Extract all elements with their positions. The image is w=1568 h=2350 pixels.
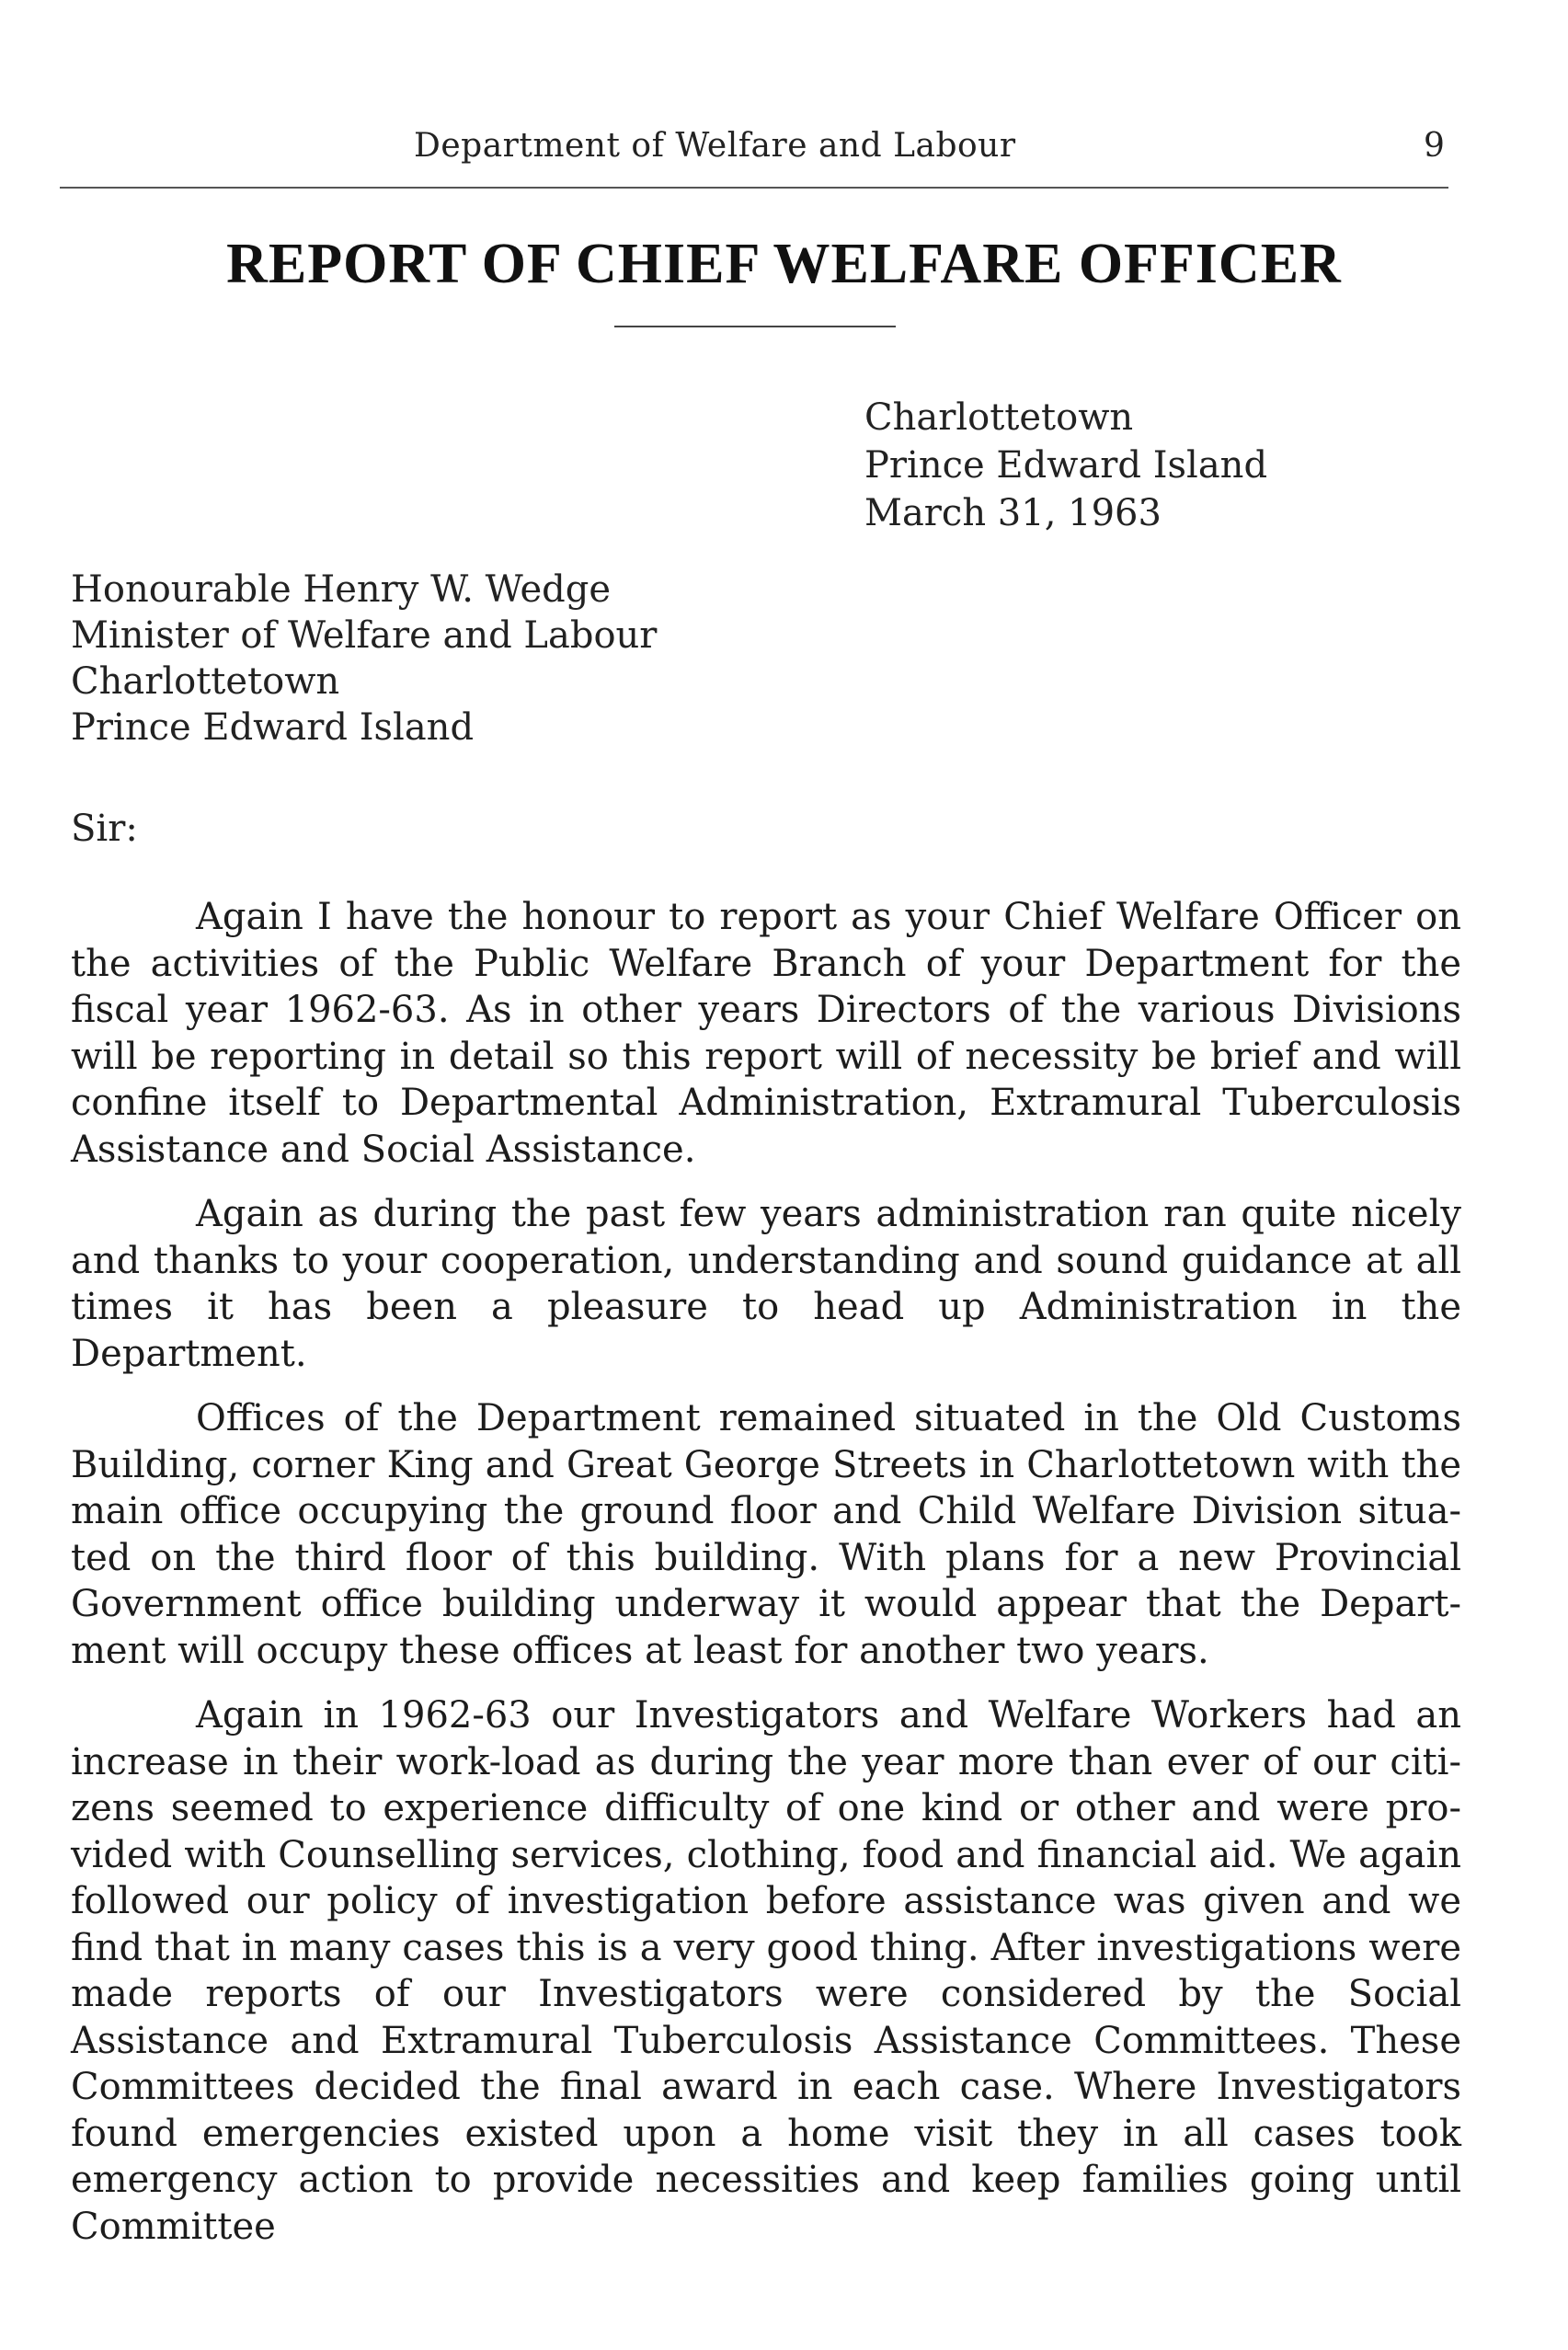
running-title: Department of Welfare and Labour (414, 127, 1016, 165)
recipient-city: Charlottetown (71, 660, 340, 703)
salutation: Sir: (71, 808, 138, 850)
body-paragraph-2: Again as during the past few years administration ran quite nicely and thanks to your cooperation, understanding and sound guidance at all times it has been a pleasure to head up Administration in the Department. (71, 1193, 1461, 1375)
body-paragraph-4: Again in 1962-63 our Investigators and Welfare Workers had an increase in their work-load as during the year more than ever of our citizens seemed to experience difficulty of one kind or other and were provided with Counselling services, clothing, food and financial aid. We again followed our policy of investigation before assistance was given and we find that in many cases this is a very good thing. After investigations were made reports of our Investigators were considered by the Social Assistance and Extramural Tuberculosis Assistance Committees. These Committees decided the final award in each case. Where Investigators found emergencies existed upon a home visit they in all cases took emergency action to provide necessities and keep families going until Committee (71, 1694, 1461, 2248)
page-number: 9 (1424, 127, 1445, 165)
report-body (71, 894, 1461, 2268)
recipient-province: Prince Edward Island (71, 706, 475, 749)
recipient-name: Honourable Henry W. Wedge (71, 568, 612, 611)
place-province: Prince Edward Island (864, 444, 1268, 487)
body-paragraph-1: Again I have the honour to report as your Chief Welfare Officer on the activities of the Public Welfare Branch of your Department for the fiscal year 1962-63. As in other years Directors of the various Divisions will be reporting in detail so this report will of necessity be brief and will confine itself to Departmental Administration, Extramural Tuberculosis Assistance and Social Assistance. (71, 896, 1461, 1171)
place-city: Charlottetown (864, 396, 1134, 439)
body-paragraph-3: Offices of the Department remained situated in the Old Customs Building, corner King and Great George Streets in Charlottetown with the main office occupying the ground floor and Child Welfare Division situated on the third floor of this building. With plans for a new Provincial Government office building underway it would appear that the Department will occupy these offices at least for another two years. (71, 1397, 1461, 1672)
recipient-position: Minister of Welfare and Labour (71, 614, 658, 657)
title-rule (614, 326, 896, 327)
place-date-block (864, 394, 1267, 537)
header-rule (60, 187, 1448, 189)
report-date: March 31, 1963 (864, 492, 1162, 534)
report-title: REPORT OF CHIEF WELFARE OFFICER (226, 233, 1342, 295)
running-header (0, 123, 1568, 169)
recipient-address-block (71, 567, 657, 751)
